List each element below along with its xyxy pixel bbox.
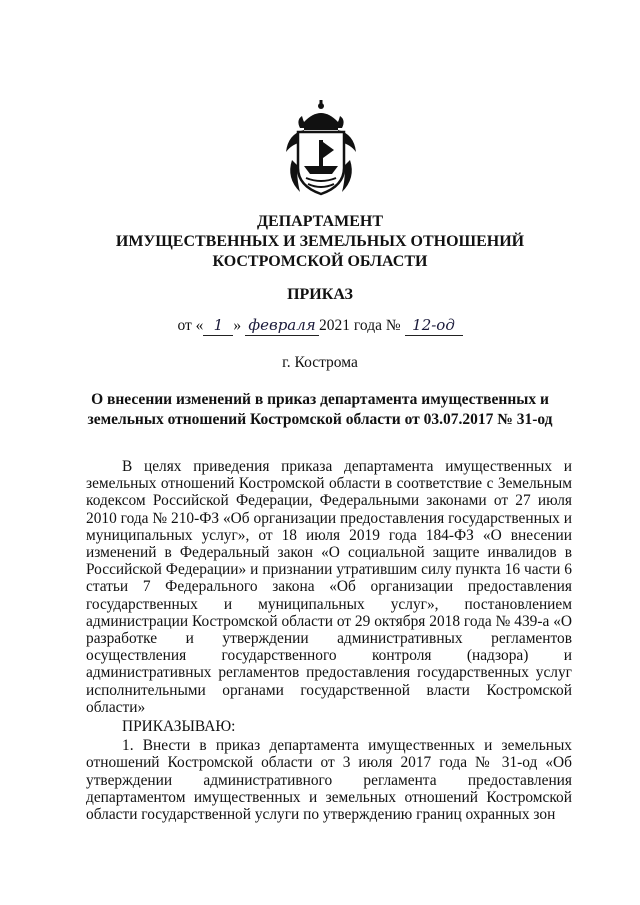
coat-of-arms-emblem xyxy=(282,100,360,200)
order-subject: О внесении изменений в приказ департамента имущественных и земельных отношений Костромской области от 03.07.2017 № 31-од xyxy=(87,391,553,428)
command-word: ПРИКАЗЫВАЮ: xyxy=(122,718,236,736)
date-day-field xyxy=(203,316,233,336)
header-line-2: ИМУЩЕСТВЕННЫХ И ЗЕМЕЛЬНЫХ ОТНОШЕНИЙ xyxy=(115,233,525,250)
header-line-3: КОСТРОМСКОЙ ОБЛАСТИ xyxy=(212,253,428,270)
date-month-handwritten: февраля xyxy=(248,316,316,334)
date-year-text: 2021 года № xyxy=(319,317,401,334)
department-header xyxy=(0,212,640,272)
date-prefix: от « xyxy=(177,317,204,334)
preamble-paragraph: В целях приведения приказа департамента имущественных и земельных отношений Костромской области в соответствие с Земельным кодексом Российской Федерации, Федеральными законами от 27 июля 2010 года № 210-ФЗ «Об организации предоставления государственных и муниципальных услуг», от 18 июля 2019 года 184-ФЗ «О внесении изменений в Федеральный закон «О социальной защите инвалидов в Российской Федерации» и признании утратившим силу пункта 16 части 6 статьи 7 Федерального закона «Об организации предоставления государственных и муниципальных услуг», постановлением администрации Костромской области от 29 октября 2018 года № 439-а «О разработке и утверждении административных регламентов осуществления государственного контроля (надзора) и административных регламентов предоставления государственных услуг исполнительными органами государственной власти Костромской области» xyxy=(86,458,572,716)
date-month-field xyxy=(245,316,319,336)
header-line-1: ДЕПАРТАМЕНТ xyxy=(257,213,383,230)
order-number-field xyxy=(405,316,463,336)
item-1-paragraph: 1. Внести в приказ департамента имущественных и земельных отношений Костромской области от 3 июля 2017 года № 31-од «Об утверждении административного регламента предоставления департаментом имущественных и земельных отношений Костромской области государственной услуги по утверждению границ охранных зон xyxy=(86,737,572,824)
order-number-handwritten: 12-од xyxy=(412,316,455,334)
date-day-handwritten: 1 xyxy=(213,316,224,334)
document-type-title: ПРИКАЗ xyxy=(287,286,353,303)
city-line: г. Кострома xyxy=(282,354,358,371)
document-body xyxy=(86,458,572,823)
date-quote-close: » xyxy=(233,317,242,334)
date-number-line xyxy=(0,316,640,336)
